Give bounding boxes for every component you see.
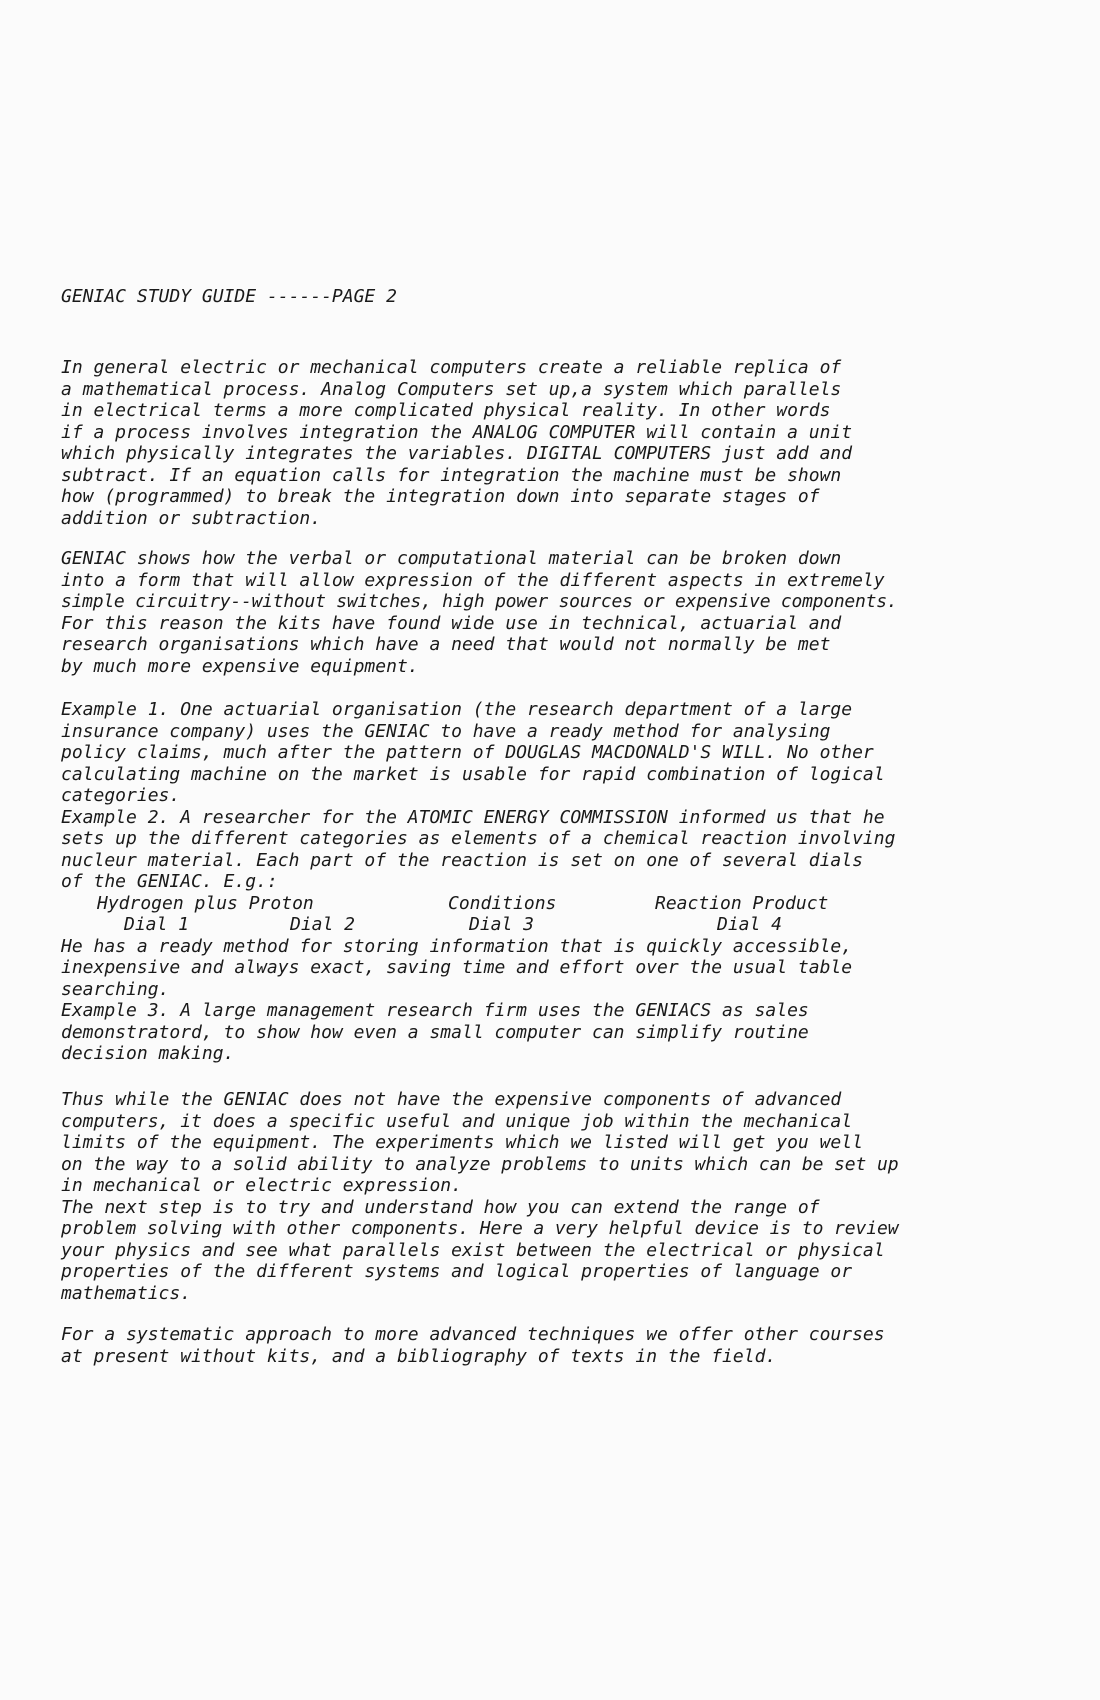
text-line: sets up the different categories as elements of a chemical reaction involving bbox=[61, 828, 896, 849]
text-line: limits of the equipment. The experiments which we listed will get you well bbox=[61, 1132, 863, 1153]
text-line: subtract. If an equation calls for integration the machine must be shown bbox=[61, 464, 842, 486]
text-line: in electrical terms a more complicated physical reality. In other words bbox=[61, 400, 831, 421]
text-line: Example 1. One actuarial organisation (the research department of a large bbox=[61, 699, 853, 720]
text-line: in mechanical or electric expression. bbox=[61, 1175, 462, 1196]
table-header-cell: Conditions bbox=[448, 892, 557, 914]
paragraph-conclusion bbox=[61, 1089, 1071, 1304]
text-line: demonstratord, to show how even a small computer can simplify routine bbox=[61, 1021, 809, 1043]
text-line: He has a ready method for storing information that is quickly accessible, bbox=[61, 935, 853, 957]
text-line: insurance company) uses the GENIAC to have a ready method for analysing bbox=[61, 720, 831, 742]
text-line: mathematics. bbox=[61, 1282, 192, 1304]
dial-label: Dial 4 bbox=[717, 914, 783, 935]
text-line: policy claims, much after the pattern of DOUGLAS MACDONALD'S WILL. No other bbox=[61, 742, 874, 763]
dial-table-dial-row bbox=[61, 914, 1071, 936]
text-line: searching. bbox=[61, 978, 170, 1000]
text-line: simple circuitry--without switches, high power sources or expensive components. bbox=[61, 591, 898, 612]
text-line: into a form that will allow expression of the different aspects in extremely bbox=[61, 569, 885, 591]
text-line: a mathematical process. Analog Computers set up,a system which parallels bbox=[61, 378, 842, 400]
text-line: In general electric or mechanical computers create a reliable replica of bbox=[61, 357, 842, 378]
dial-label: Dial 2 bbox=[290, 914, 356, 935]
text-line: The next step is to try and understand how you can extend the range of bbox=[61, 1196, 820, 1218]
dial-label: Dial 1 bbox=[124, 914, 190, 935]
text-line: decision making. bbox=[61, 1043, 235, 1064]
text-line: Example 3. A large management research firm uses the GENIACS as sales bbox=[61, 1000, 809, 1021]
table-header-cell: Hydrogen plus Proton bbox=[97, 892, 314, 914]
text-line: research organisations which have a need that would not normally be met bbox=[61, 634, 831, 655]
text-line: by much more expensive equipment. bbox=[61, 655, 419, 677]
text-line: calculating machine on the market is usable for rapid combination of logical bbox=[61, 763, 885, 785]
table-header-cell: Reaction Product bbox=[655, 892, 829, 914]
text-line: Example 2. A researcher for the ATOMIC ENERGY COMMISSION informed us that he bbox=[61, 806, 885, 828]
paragraph-geniac bbox=[61, 548, 1071, 677]
text-line: Thus while the GENIAC does not have the expensive components of advanced bbox=[61, 1089, 842, 1110]
text-line: GENIAC shows how the verbal or computational material can be broken down bbox=[61, 548, 842, 569]
text-line: computers, it does a specific useful and unique job within the mechanical bbox=[61, 1110, 853, 1132]
page-header: GENIAC STUDY GUIDE ------PAGE 2 bbox=[61, 286, 397, 307]
text-line: if a process involves integration the ANALOG COMPUTER will contain a unit bbox=[61, 421, 853, 443]
text-line: your physics and see what parallels exist between the electrical or physical bbox=[61, 1239, 885, 1261]
paragraph-courses bbox=[61, 1324, 1071, 1367]
text-line: on the way to a solid ability to analyze problems to units which can be set up bbox=[61, 1153, 899, 1175]
text-line: nucleur material. Each part of the reaction is set on one of several dials bbox=[61, 849, 863, 871]
text-line: at present without kits, and a bibliography of texts in the field. bbox=[61, 1345, 777, 1367]
dial-table-header-row bbox=[61, 893, 1071, 915]
dial-label: Dial 3 bbox=[469, 914, 535, 935]
paragraph-examples bbox=[61, 699, 1071, 1065]
text-line: properties of the different systems and logical properties of language or bbox=[61, 1261, 853, 1282]
text-line: of the GENIAC. E.g.: bbox=[61, 871, 278, 892]
text-line: how (programmed) to break the integration down into separate stages of bbox=[61, 486, 820, 507]
text-line: For a systematic approach to more advanced techniques we offer other courses bbox=[61, 1324, 885, 1345]
text-line: inexpensive and always exact, saving time and effort over the usual table bbox=[61, 957, 853, 978]
text-line: which physically integrates the variables. DIGITAL COMPUTERS just add and bbox=[61, 443, 853, 464]
text-line: problem solving with other components. Here a very helpful device is to review bbox=[61, 1218, 899, 1239]
paragraph-intro bbox=[61, 357, 1071, 529]
text-line: addition or subtraction. bbox=[61, 507, 322, 529]
text-line: categories. bbox=[61, 785, 181, 806]
text-line: For this reason the kits have found wide use in technical, actuarial and bbox=[61, 612, 842, 634]
